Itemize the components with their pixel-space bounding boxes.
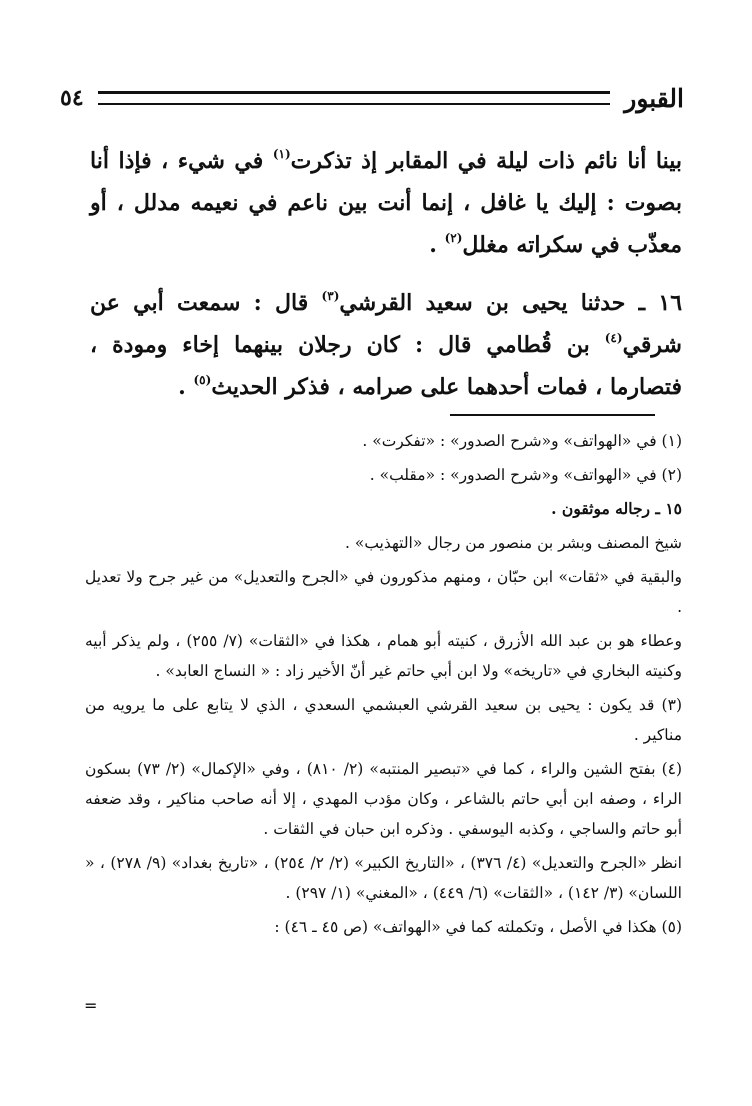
note-15-line: شيخ المصنف وبشر بن منصور من رجال «التهذيب» . — [344, 534, 682, 552]
footnote-2: (٢) في «الهواتف» و«شرح الصدور» : «مقلب» . — [369, 466, 682, 484]
paragraph-text: بينا أنا نائم ذات ليلة في المقابر إذ تذكرت — [290, 148, 682, 174]
running-title: القبور — [624, 83, 684, 113]
footnote-ref-4[interactable]: (٤) — [604, 331, 623, 345]
paragraph-text: قال : سمعت أبي عن شرقي — [90, 290, 682, 358]
footnote-ref-5[interactable]: (٥) — [193, 373, 212, 387]
footnote-separator — [450, 414, 655, 416]
paragraph-text: ١٦ ـ حدثنا يحيى بن سعيد القرشي — [339, 290, 683, 316]
paragraph-1 — [90, 140, 682, 266]
paragraph-text: في شيء ، فإذا أنا بصوت : إليك يا غافل ، إنما أنت بين ناعم في نعيمه مدلل ، أو معذّب في سكراته مغلل — [90, 148, 682, 258]
paragraph-text: . — [429, 232, 445, 258]
page-number: ٥٤ — [60, 85, 84, 111]
footnote-ref-3[interactable]: (٣) — [321, 289, 340, 303]
main-text — [90, 140, 682, 424]
note-15-line: والبقية في «ثقات» ابن حبّان ، ومنهم مذكورون في «الجرح والتعديل» من غير جرح ولا تعديل . — [85, 568, 682, 616]
footnote-ref-1[interactable]: (١) — [272, 147, 291, 161]
footnote-ref-2[interactable]: (٢) — [444, 231, 463, 245]
footnotes — [85, 426, 682, 946]
footnote-4-sources: انظر «الجرح والتعديل» (٤/ ٣٧٦) ، «التاريخ الكبير» (٢/ ٢/ ٢٥٤) ، «تاريخ بغداد» (٩/ ٢٧٨) ، « اللسان» (٣/ ١٤٢) ، «الثقات» (٦/ ٤٤٩) ، «المغني» (١/ ٢٩٧) . — [85, 854, 682, 902]
footnote-3: (٣) قد يكون : يحيى بن سعيد القرشي العبشمي السعدي ، الذي لا يتابع على ما يرويه من مناكير . — [85, 696, 682, 744]
footnote-4: (٤) بفتح الشين والراء ، كما في «تبصير المنتبه» (٢/ ٨١٠) ، وفي «الإكمال» (٢/ ٧٣) بسكون الراء ، وصفه ابن أبي حاتم بالشاعر ، وكان مؤدب المهدي ، إلا أنه صاحب مناكير ، وقد ضعفه أبو حاتم والساجي ، وكذبه اليوسفي . وذكره ابن حبان في الثقات . — [85, 760, 683, 838]
note-15-line: وعطاء هو بن عبد الله الأزرق ، كنيته أبو همام ، هكذا في «الثقات» (٧/ ٢٥٥) ، ولم يذكر أبيه وكنيته البخاري في «تاريخه» ولا ابن أبي حاتم غير أنّ الأخير زاد : « النساج العابد» . — [85, 632, 682, 680]
running-header — [60, 80, 684, 116]
paragraph-text: . — [178, 374, 194, 400]
paragraph-text: بن قُطامي قال : كان رجلان بينهما إخاء ومودة ، فتصارما ، فمات أحدهما على صرامه ، فذكر الحديث — [90, 332, 682, 400]
footnote-5: (٥) هكذا في الأصل ، وتكملته كما في «الهواتف» (ص ٤٥ ـ ٤٦) : — [274, 918, 682, 936]
header-rule — [98, 91, 611, 105]
footnote-1: (١) في «الهواتف» و«شرح الصدور» : «تفكرت» . — [362, 432, 682, 450]
paragraph-2 — [90, 282, 682, 408]
margin-mark: = — [84, 996, 98, 1015]
note-15-heading: ١٥ ـ رجاله موثقون . — [551, 499, 682, 518]
